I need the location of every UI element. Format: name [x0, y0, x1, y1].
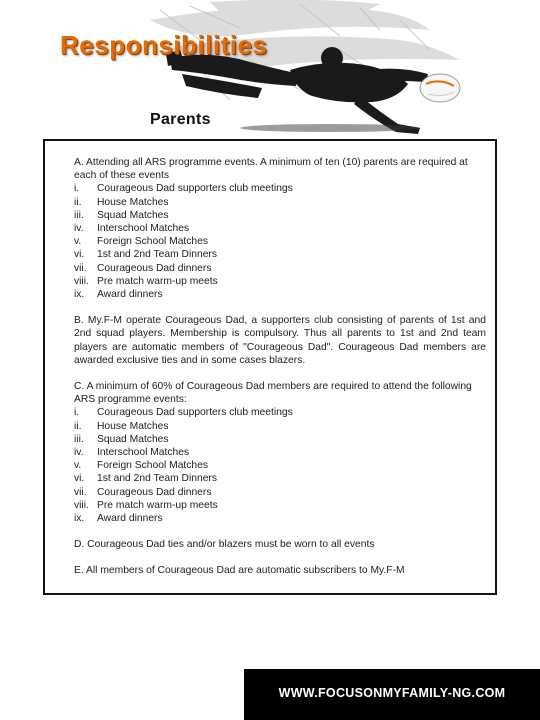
- list-number: iv.: [74, 223, 84, 235]
- list-number: vi.: [74, 473, 85, 485]
- list-text: Foreign School Matches: [97, 236, 209, 248]
- paragraph-a: A. Attending all ARS programme events. A minimum of ten (10) parents are required at each of these events: [74, 157, 468, 182]
- spacer: [74, 367, 486, 380]
- website-url[interactable]: WWW.FOCUSONMYFAMILY-NG.COM: [278, 686, 506, 700]
- list-number: v.: [74, 236, 82, 248]
- list-number: v.: [74, 460, 82, 472]
- list-number: iii.: [74, 209, 84, 221]
- spacer: [74, 525, 486, 538]
- list-number: i.: [74, 407, 80, 419]
- list-text: Interschool Matches: [97, 223, 190, 235]
- list-text: Pre match warm-up meets: [97, 275, 218, 287]
- paragraph-d: D. Courageous Dad ties and/or blazers must be worn to all events: [74, 539, 375, 551]
- list-number: ii.: [74, 420, 82, 432]
- list-number: ix.: [74, 513, 85, 525]
- list-number: viii.: [74, 275, 89, 287]
- list-item: [74, 222, 486, 235]
- list-item: [74, 406, 486, 419]
- list-item: [74, 262, 486, 275]
- list-text: Squad Matches: [97, 433, 169, 445]
- list-item: [74, 486, 486, 499]
- paragraph-b: B. My.F-M operate Courageous Dad, a supporters club consisting of parents of 1st and 2nd squad players. Membership is compulsory. Thus all parents to 1st and 2nd team players are automatic members of "Courageous Dad". Courageous Dad members are awarded exclusive ties and in some cases blazers.: [74, 315, 486, 366]
- events-list-a: [74, 182, 486, 301]
- list-text: Pre match warm-up meets: [97, 499, 218, 511]
- section-title: Parents: [150, 111, 211, 128]
- list-item: [74, 196, 486, 209]
- list-text: Foreign School Matches: [97, 460, 209, 472]
- list-text: Courageous Dad dinners: [97, 262, 212, 274]
- list-item: [74, 512, 486, 525]
- header-banner: [0, 0, 540, 150]
- spacer: [74, 551, 486, 564]
- list-text: Squad Matches: [97, 209, 169, 221]
- list-number: viii.: [74, 499, 89, 511]
- list-text: Award dinners: [97, 513, 163, 525]
- list-number: iii.: [74, 433, 84, 445]
- list-number: ii.: [74, 196, 82, 208]
- list-text: Interschool Matches: [97, 447, 190, 459]
- rugby-ball-icon: [420, 74, 460, 102]
- list-text: Award dinners: [97, 289, 163, 301]
- list-item: [74, 248, 486, 261]
- list-text: 1st and 2nd Team Dinners: [97, 249, 218, 261]
- list-text: House Matches: [97, 196, 169, 208]
- list-number: ix.: [74, 289, 85, 301]
- list-text: 1st and 2nd Team Dinners: [97, 473, 218, 485]
- list-item: [74, 275, 486, 288]
- responsibilities-panel: [43, 139, 497, 595]
- list-item: [74, 433, 486, 446]
- footer-bar: [244, 669, 540, 720]
- page-title: Responsibilities: [60, 30, 268, 60]
- list-item: [74, 459, 486, 472]
- list-item: [74, 209, 486, 222]
- responsibilities-content: [74, 156, 486, 578]
- list-number: vii.: [74, 262, 87, 274]
- list-item: [74, 472, 486, 485]
- spacer: [74, 301, 486, 314]
- list-text: Courageous Dad supporters club meetings: [97, 183, 293, 195]
- list-number: vi.: [74, 249, 85, 261]
- list-text: House Matches: [97, 420, 169, 432]
- list-number: iv.: [74, 447, 84, 459]
- list-text: Courageous Dad dinners: [97, 486, 212, 498]
- paragraph-e: E. All members of Courageous Dad are automatic subscribers to My.F-M: [74, 565, 405, 577]
- rugby-player-illustration: [0, 0, 540, 150]
- list-item: [74, 446, 486, 459]
- list-item: [74, 499, 486, 512]
- events-list-c: [74, 406, 486, 525]
- list-text: Courageous Dad supporters club meetings: [97, 407, 293, 419]
- paragraph-c: C. A minimum of 60% of Courageous Dad members are required to attend the following ARS programme events:: [74, 381, 472, 406]
- list-item: [74, 235, 486, 248]
- list-item: [74, 288, 486, 301]
- list-item: [74, 420, 486, 433]
- list-item: [74, 182, 486, 195]
- list-number: i.: [74, 183, 80, 195]
- list-number: vii.: [74, 486, 87, 498]
